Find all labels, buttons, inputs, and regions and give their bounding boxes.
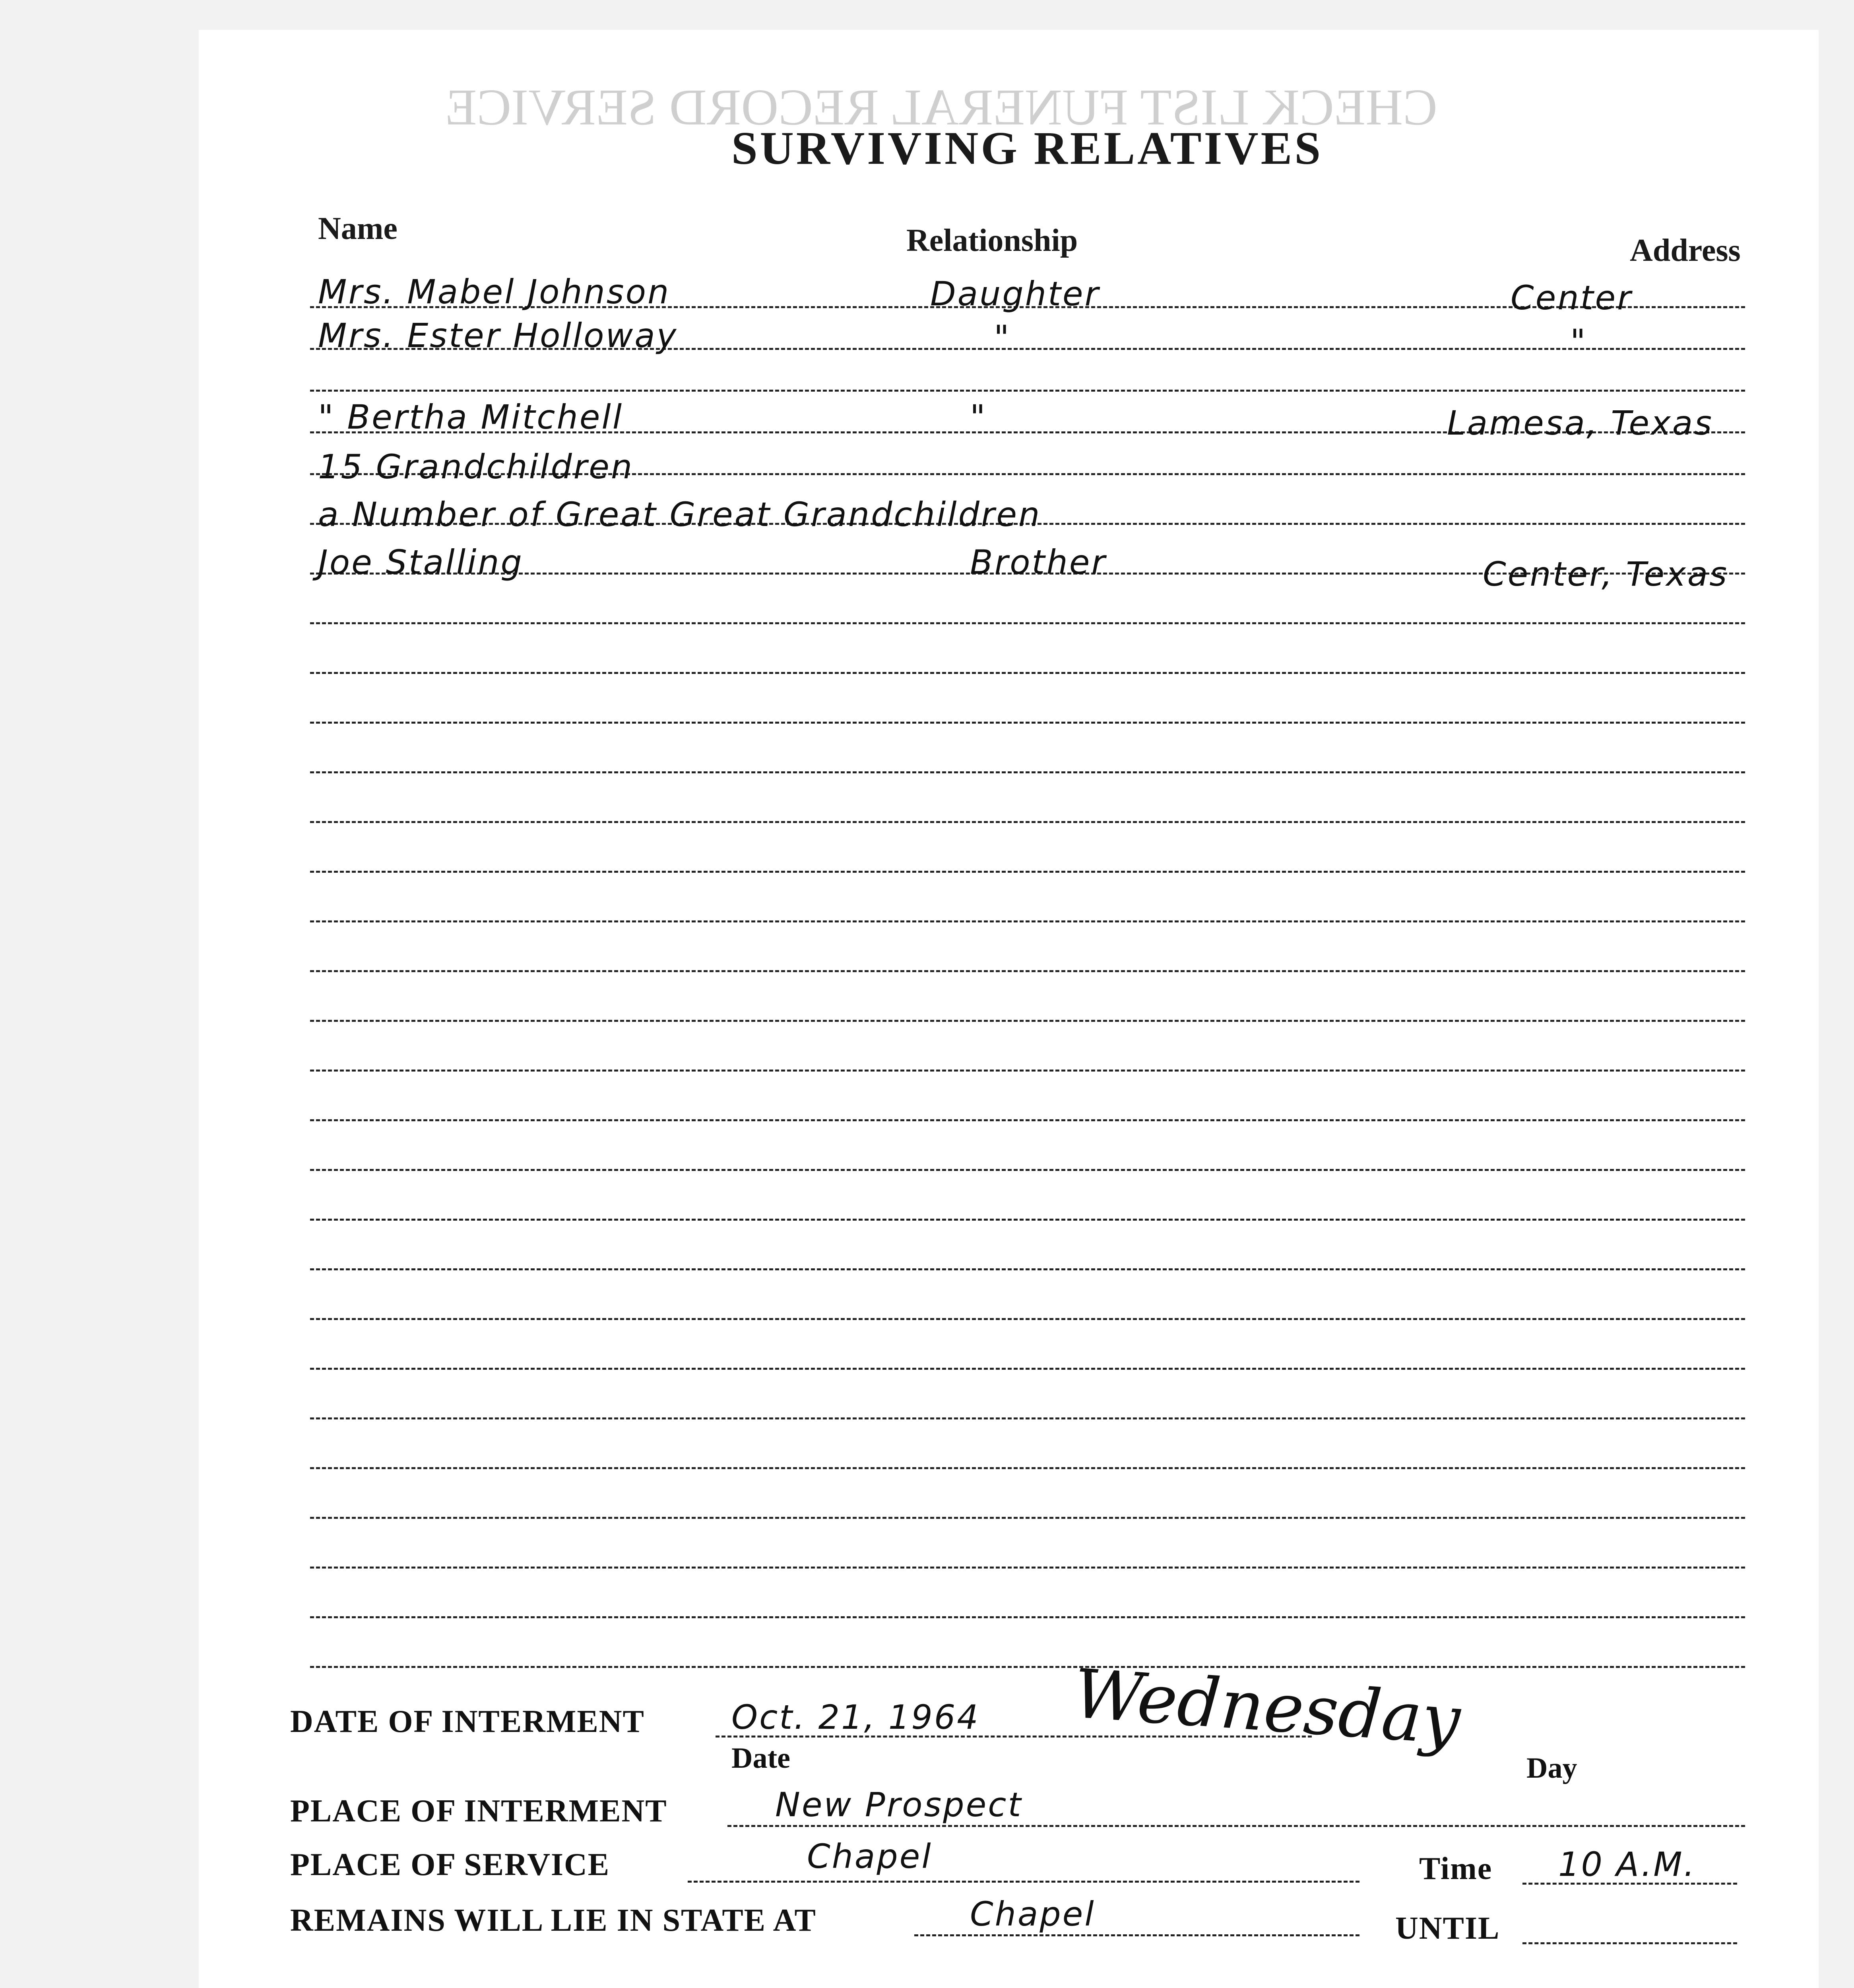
ruled-line [310, 970, 1745, 972]
relative-address: Center [1511, 278, 1633, 317]
service-fill-line [688, 1881, 1359, 1883]
place-of-interment-value: New Prospect [775, 1785, 1023, 1824]
ruled-line [310, 1119, 1745, 1121]
ruled-line [310, 1219, 1745, 1221]
relative-name: Mrs. Mabel Johnson [318, 272, 671, 311]
ruled-line [310, 1467, 1745, 1469]
relative-address: Center, Texas [1483, 555, 1728, 594]
relative-address: " [1570, 322, 1587, 361]
date-of-interment-value: Oct. 21, 1964 [731, 1698, 980, 1737]
ruled-line [310, 871, 1745, 873]
ruled-line [310, 920, 1745, 922]
ruled-line [310, 1070, 1745, 1072]
relative-relationship: Brother [970, 543, 1107, 582]
date-of-interment-label: DATE OF INTERMENT [290, 1704, 645, 1739]
bleed-through-text: CHECK LIST FUNERAL RECORD SERVICE [445, 79, 1437, 136]
time-value: 10 A.M. [1558, 1845, 1696, 1884]
relative-name: " Bertha Mitchell [318, 398, 624, 437]
relative-name: 15 Grandchildren [318, 447, 634, 486]
ruled-line [310, 821, 1745, 823]
until-fill-line [1522, 1942, 1737, 1944]
day-of-interment-value: Wednesday [1071, 1654, 1463, 1760]
lie-in-state-value: Chapel [970, 1895, 1096, 1934]
ruled-line [310, 771, 1745, 773]
ruled-line [310, 672, 1745, 674]
relative-relationship: " [970, 398, 987, 437]
ruled-line [310, 722, 1745, 724]
column-header-relationship: Relationship [906, 223, 1078, 258]
relative-name: Joe Stalling [318, 543, 524, 582]
relative-relationship: Daughter [930, 274, 1100, 313]
column-header-name: Name [318, 211, 398, 246]
ruled-line [310, 1666, 1745, 1668]
relative-address: Lamesa, Texas [1447, 404, 1713, 443]
ruled-line [310, 1268, 1745, 1270]
ruled-line [310, 390, 1745, 392]
time-label: Time [1419, 1851, 1493, 1886]
relative-relationship: " [994, 318, 1011, 357]
lie-in-state-label: REMAINS WILL LIE IN STATE AT [290, 1903, 816, 1938]
relative-name: a Number of Great Great Grandchildren [318, 495, 1041, 534]
place-of-service-value: Chapel [807, 1837, 933, 1876]
place-of-interment-label: PLACE OF INTERMENT [290, 1794, 667, 1829]
ruled-line [310, 1616, 1745, 1618]
form-page [199, 30, 1819, 1988]
ruled-line [310, 1417, 1745, 1419]
place-fill-line [727, 1825, 1745, 1827]
ruled-line [310, 1020, 1745, 1022]
form-title: SURVIVING RELATIVES [731, 122, 1323, 174]
column-header-address: Address [1630, 233, 1741, 268]
ruled-line [310, 1318, 1745, 1320]
ruled-line [310, 1517, 1745, 1519]
ruled-line [310, 1169, 1745, 1171]
state-fill-line [914, 1934, 1359, 1936]
until-label: UNTIL [1395, 1911, 1500, 1946]
relative-name: Mrs. Ester Holloway [318, 316, 678, 355]
place-of-service-label: PLACE OF SERVICE [290, 1847, 610, 1882]
day-sublabel: Day [1526, 1752, 1577, 1784]
ruled-line [310, 1368, 1745, 1370]
ruled-line [310, 622, 1745, 624]
ruled-line [310, 1567, 1745, 1569]
date-sublabel: Date [731, 1742, 790, 1774]
